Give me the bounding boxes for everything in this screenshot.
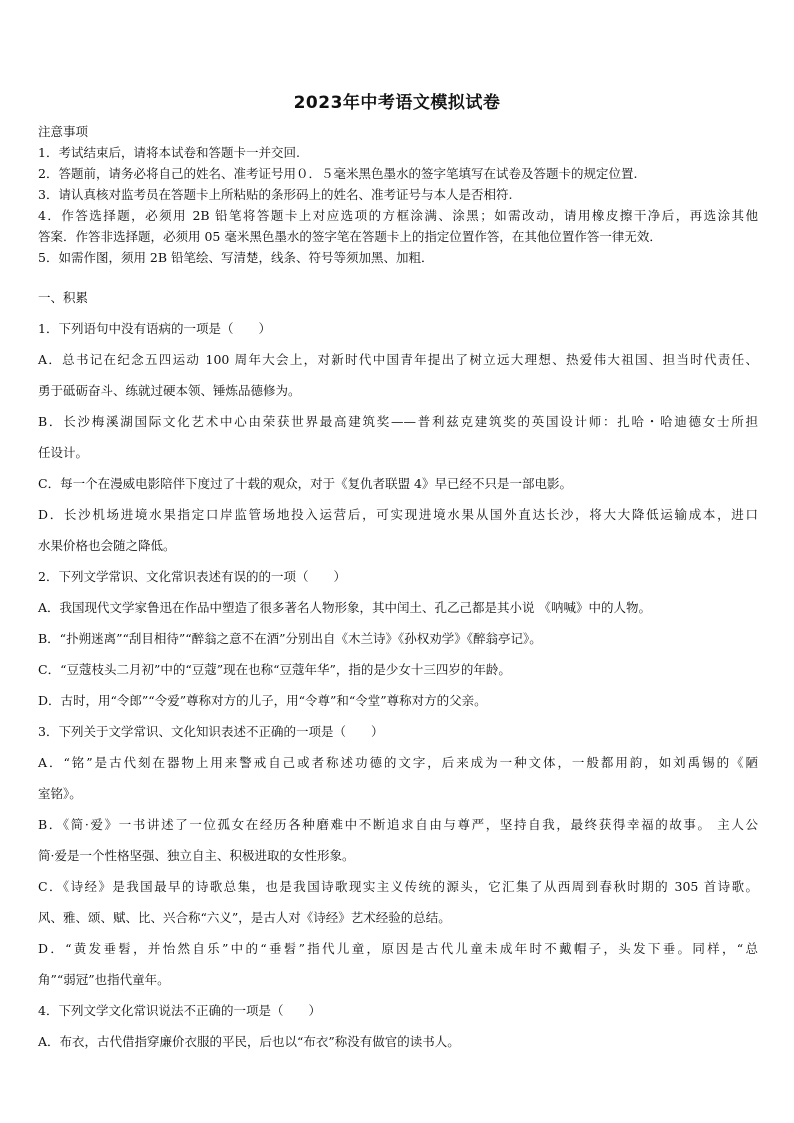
- option-line: A．“铭”是古代刻在器物上用来警戒自己或者称述功德的文字，后来成为一种文体，一般都用韵，如刘禹锡的《陋: [38, 755, 758, 770]
- option-line: C．《诗经》是我国最早的诗歌总集，也是我国诗歌现实主义传统的源头，它汇集了从西周到春秋时期的 305 首诗歌。: [38, 879, 758, 894]
- option-line: D．古时，用“令郎”“令爱”尊称对方的儿子，用“令尊”和“令堂”尊称对方的父亲。: [38, 693, 487, 708]
- notice-line: 5．如需作图，须用 2B 铅笔绘、写清楚，线条、符号等须加黑、加粗．: [38, 250, 434, 265]
- section-heading: 一、积累: [38, 290, 89, 305]
- option-line: B．长沙梅溪湖国际文化艺术中心由荣获世界最高建筑奖——普利兹克建筑奖的英国设计师：扎哈・哈迪德女士所担: [38, 414, 758, 429]
- option-line: A．总书记在纪念五四运动 100 周年大会上，对新时代中国青年提出了树立远大理想、热爱伟大祖国、担当时代责任、: [38, 352, 758, 367]
- question-stem: 1．下列语句中没有语病的一项是（ ）: [38, 321, 271, 336]
- option-line: 角”“弱冠”也指代童年。: [38, 972, 170, 987]
- option-line: 简·爱是一个性格坚强、独立自主、积极进取的女性形象。: [38, 848, 355, 863]
- option-line: D．“黄发垂髫，并怡然自乐”中的“垂髫”指代儿童，原因是古代儿童未成年时不戴帽子，头发下垂。同样，“总: [38, 941, 758, 956]
- exam-title: 2023年中考语文模拟试卷: [293, 93, 501, 113]
- option-line: 勇于砥砺奋斗、练就过硬本领、锤炼品德修为。: [38, 383, 301, 398]
- option-line: B．《简·爱》一书讲述了一位孤女在经历各种磨难中不断追求自由与尊严，坚持自我，最终获得幸福的故事。 主人公: [38, 817, 758, 832]
- option-line: C．“豆蔻枝头二月初”中的“豆蔻”现在也称“豆蔻年华”，指的是少女十三四岁的年龄。: [38, 662, 511, 677]
- option-line: C．每一个在漫威电影陪伴下度过了十载的观众，对于《复仇者联盟 4》早已经不只是一部电影。: [38, 476, 572, 491]
- option-line: B．“扑朔迷离”“刮目相待”“醉翁之意不在酒”分别出自《木兰诗》《孙权劝学》《醉翁亭记》。: [38, 631, 542, 646]
- notice-section: [38, 121, 758, 268]
- option-line: 任设计。: [38, 445, 89, 460]
- notice-line: 2．答题前，请务必将自己的姓名、准考证号用０．５毫米黑色墨水的签字笔填写在试卷及答题卡的规定位置.: [38, 166, 638, 181]
- notice-line: 1．考试结束后，请将本试卷和答题卡一并交回.: [38, 145, 300, 160]
- option-line: A．我国现代文学家鲁迅在作品中塑造了很多著名人物形象，其中闰土、孔乙己都是其小说 《呐喊》中的人物。: [38, 600, 652, 615]
- option-line: D．长沙机场进境水果指定口岸监管场地投入运营后，可实现进境水果从国外直达长沙，将大大降低运输成本，进口: [38, 507, 758, 522]
- option-line: A．布衣，古代借指穿廉价衣服的平民，后也以“布衣”称没有做官的读书人。: [38, 1034, 460, 1049]
- notice-line: 4．作答选择题，必须用 2B 铅笔将答题卡上对应选项的方框涂满、涂黑；如需改动，请用橡皮擦干净后，再选涂其他: [38, 208, 758, 223]
- option-line: 风、雅、颂、赋、比、兴合称“六义”，是古人对《诗经》艺术经验的总结。: [38, 910, 451, 925]
- notice-line: 3．请认真核对监考员在答题卡上所粘贴的条形码上的姓名、准考证号与本人是否相符.: [38, 187, 513, 202]
- question-stem: 4．下列文学文化常识说法不正确的一项是（ ）: [38, 1003, 321, 1018]
- notice-line: 答案．作答非选择题，必须用 05 毫米黑色墨水的签字笔在答题卡上的指定位置作答，在其他位置作答一律无效．: [38, 229, 662, 244]
- option-line: 水果价格也会随之降低。: [38, 538, 176, 553]
- option-line: 室铭》。: [38, 786, 82, 801]
- question-stem: 2．下列文学常识、文化常识表述有误的的一项（ ）: [38, 569, 346, 584]
- question-section: [38, 282, 758, 1057]
- notice-heading: 注意事项: [38, 124, 89, 139]
- question-stem: 3．下列关于文学常识、文化知识表述不正确的一项是（ ）: [38, 724, 384, 739]
